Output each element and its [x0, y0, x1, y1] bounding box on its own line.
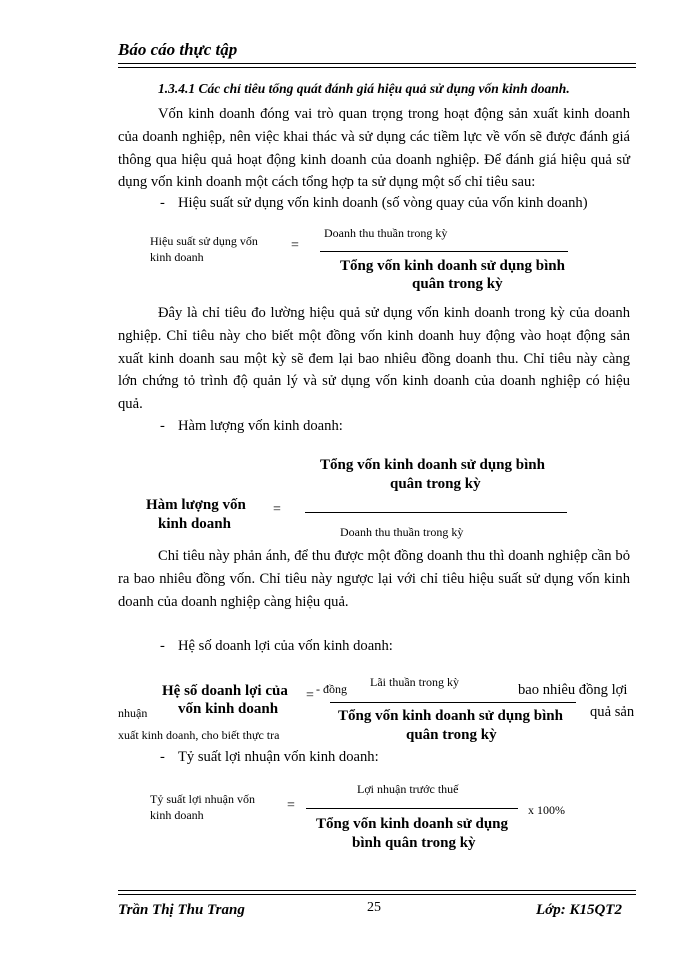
- f3-fraction-line: [330, 702, 576, 703]
- f4-denominator-1: Tổng vốn kinh doanh sử dụng: [316, 816, 509, 832]
- f2-numerator-2: quân trong kỳ: [390, 476, 481, 492]
- f1-denominator-1: Tổng vốn kinh doanh sử dụng bình: [340, 258, 565, 274]
- f1-fraction-line: [320, 251, 568, 252]
- f3-label-1: Hệ số doanh lợi của: [162, 683, 288, 699]
- f1-equals: =: [291, 238, 299, 253]
- explain-paragraph-1: Đây là chỉ tiêu đo lường hiệu quả sử dụng vốn kinh doanh trong kỳ của doanh nghiệp. Chỉ tiêu này cho biết một đồng vốn kinh doanh huy động vào hoạt động sản xuất kinh doanh sau một kỳ sẽ đem lại bao nhiêu đồng doanh thu. Chỉ tiêu này càng lớn chứng tỏ trình độ quản lý và sử dụng vốn kinh doanh của doanh nghiệp có hiệu quả.: [118, 305, 630, 413]
- bullet-hieu-suat: Hiệu suất sử dụng vốn kinh doanh (số vòng quay của vốn kinh doanh): [178, 195, 588, 211]
- f4-label-1: Tỷ suất lợi nhuận vốn: [150, 792, 255, 806]
- f2-numerator-1: Tổng vốn kinh doanh sử dụng bình: [320, 457, 545, 473]
- bullet-ty-suat: Tỷ suất lợi nhuận vốn kinh doanh:: [178, 749, 379, 765]
- footer-class: Lớp: K15QT2: [536, 902, 622, 918]
- f3-denominator-2: quân trong kỳ: [406, 727, 497, 743]
- bullet-ham-luong: Hàm lượng vốn kinh doanh:: [178, 418, 343, 434]
- f3-label-2: vốn kinh doanh: [178, 701, 279, 717]
- f3-frag-nhuan: nhuận: [118, 706, 148, 720]
- f4-fraction-line: [306, 808, 518, 809]
- f2-fraction-line: [305, 512, 567, 513]
- intro-paragraph: Vốn kinh doanh đóng vai trò quan trọng trong hoạt động sản xuất kinh doanh của doanh nghiệp, nên việc khai thác và sử dụng các tiềm lực về vốn sẽ được đánh giá thông qua hiệu quả hoạt động kinh doanh của doanh nghiệp. Để đánh giá hiệu quả sử dụng vốn kinh doanh một cách tổng hợp ta sử dụng một số chỉ tiêu sau:: [118, 106, 630, 191]
- page-number: 25: [367, 900, 381, 915]
- bullet-dash-3: -: [160, 638, 165, 654]
- f3-numerator: Lãi thuần trong kỳ: [370, 675, 459, 689]
- f1-label-1: Hiệu suất sử dụng vốn: [150, 234, 258, 248]
- bullet-dash-2: -: [160, 418, 165, 434]
- f3-frag-right: bao nhiêu đồng lợi: [518, 682, 628, 698]
- footer-rule: [118, 890, 636, 895]
- bullet-he-so: Hệ số doanh lợi của vốn kinh doanh:: [178, 638, 393, 654]
- f3-frag-dong: - đồng: [316, 682, 347, 696]
- f3-equals: =: [306, 688, 314, 703]
- footer-author: Trần Thị Thu Trang: [118, 902, 245, 918]
- f1-label-2: kinh doanh: [150, 250, 204, 264]
- f4-denominator-2: bình quân trong kỳ: [352, 835, 476, 851]
- f4-equals: =: [287, 798, 295, 813]
- section-heading: 1.3.4.1 Các chỉ tiêu tổng quát đánh giá hiệu quả sử dụng vốn kinh doanh.: [158, 81, 570, 96]
- f1-numerator: Doanh thu thuần trong kỳ: [324, 226, 448, 240]
- header-rule: [118, 63, 636, 68]
- f3-frag-line3: xuất kinh doanh, cho biết thực tra: [118, 728, 280, 742]
- f4-multiplier: x 100%: [528, 803, 565, 817]
- f4-numerator: Lợi nhuận trước thuế: [357, 782, 459, 796]
- header-title: Báo cáo thực tập: [118, 40, 238, 59]
- f2-equals: =: [273, 502, 281, 517]
- f2-label-2: kinh doanh: [158, 516, 231, 532]
- bullet-dash-4: -: [160, 749, 165, 765]
- f2-denominator: Doanh thu thuần trong kỳ: [340, 525, 464, 539]
- f3-frag-right2: quả sản: [590, 704, 635, 720]
- explain-paragraph-2: Chỉ tiêu này phản ánh, để thu được một đồng doanh thu thì doanh nghiệp cần bỏ ra bao nhiêu đồng vốn. Chỉ tiêu này ngược lại với chỉ tiêu hiệu suất sử dụng vốn kinh doanh của doanh nghiệp càng hiệu quả.: [118, 548, 630, 610]
- f2-label-1: Hàm lượng vốn: [146, 497, 246, 513]
- bullet-dash-1: -: [160, 195, 165, 211]
- f3-denominator-1: Tổng vốn kinh doanh sử dụng bình: [338, 708, 563, 724]
- f1-denominator-2: quân trong kỳ: [412, 276, 503, 292]
- f4-label-2: kinh doanh: [150, 808, 204, 822]
